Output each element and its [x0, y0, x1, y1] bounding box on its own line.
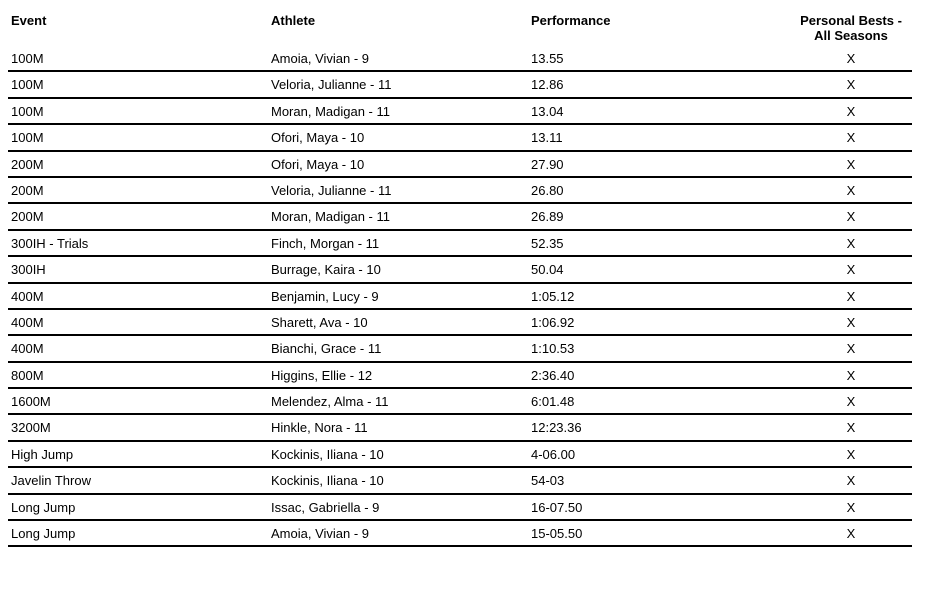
performance-cell: 54-03 [531, 473, 565, 489]
table-row [8, 46, 912, 72]
athlete-cell: Veloria, Julianne - 11 [271, 77, 392, 93]
performance-cell: 13.04 [531, 103, 564, 119]
header-personal-bests-line1: Personal Bests - [800, 13, 902, 28]
table-row [8, 521, 912, 547]
personal-best-mark: X [846, 314, 856, 330]
personal-best-mark: X [846, 182, 856, 198]
event-cell: 100M [11, 130, 44, 146]
athlete-cell: Benjamin, Lucy - 9 [271, 288, 379, 304]
athlete-cell: Bianchi, Grace - 11 [271, 341, 382, 357]
performance-cell: 26.89 [531, 209, 564, 225]
performance-cell: 13.55 [531, 51, 564, 66]
event-cell: 100M [11, 51, 44, 66]
personal-best-mark: X [846, 341, 856, 357]
athlete-cell: Ofori, Maya - 10 [271, 130, 365, 146]
athlete-cell: Higgins, Ellie - 12 [271, 367, 373, 383]
event-cell: 400M [11, 288, 44, 304]
event-cell: High Jump [11, 446, 74, 462]
personal-best-mark: X [846, 446, 856, 462]
performance-cell: 2:36.40 [531, 367, 575, 383]
performance-cell: 13.11 [531, 130, 563, 146]
table-row [8, 389, 912, 415]
personal-best-mark: X [846, 51, 856, 66]
personal-best-mark: X [846, 473, 856, 489]
table-row [8, 72, 912, 98]
personal-best-mark: X [846, 288, 856, 304]
athlete-cell: Melendez, Alma - 11 [271, 394, 389, 410]
athlete-cell: Kockinis, Iliana - 10 [271, 446, 384, 462]
table-row [8, 152, 912, 178]
table-row [8, 442, 912, 468]
athlete-cell: Amoia, Vivian - 9 [271, 51, 370, 66]
event-cell: 400M [11, 314, 44, 330]
header-personal-bests-line2: All Seasons [814, 28, 888, 43]
athlete-cell: Sharett, Ava - 10 [271, 314, 368, 330]
performance-cell: 27.90 [531, 156, 564, 172]
personal-best-mark: X [846, 499, 856, 515]
athlete-cell: Moran, Madigan - 11 [271, 209, 390, 225]
event-cell: 300IH - Trials [11, 235, 89, 251]
performance-cell: 16-07.50 [531, 499, 583, 515]
table-body [8, 46, 912, 547]
results-table [8, 12, 912, 547]
athlete-cell: Issac, Gabriella - 9 [271, 499, 380, 515]
table-header [8, 12, 912, 46]
personal-best-mark: X [846, 526, 856, 542]
athlete-cell: Amoia, Vivian - 9 [271, 526, 370, 542]
table-row [8, 495, 912, 521]
event-cell: 200M [11, 209, 44, 225]
performance-cell: 1:06.92 [531, 314, 575, 330]
table-row [8, 310, 912, 336]
event-cell: Long Jump [11, 499, 76, 515]
table-row [8, 99, 912, 125]
personal-best-mark: X [846, 103, 856, 119]
event-cell: 3200M [11, 420, 51, 436]
table-row [8, 125, 912, 151]
personal-best-mark: X [846, 235, 856, 251]
personal-best-mark: X [846, 130, 856, 146]
header-personal-bests [788, 13, 914, 43]
event-cell: Javelin Throw [11, 473, 91, 489]
performance-cell: 12:23.36 [531, 420, 582, 436]
header-performance: Performance [531, 13, 611, 28]
event-cell: 200M [11, 182, 44, 198]
event-cell: 400M [11, 341, 44, 357]
personal-best-mark: X [846, 77, 856, 93]
table-row [8, 284, 912, 310]
athlete-cell: Burrage, Kaira - 10 [271, 262, 381, 278]
performance-cell: 4-06.00 [531, 446, 576, 462]
personal-best-mark: X [846, 420, 856, 436]
athlete-cell: Moran, Madigan - 11 [271, 103, 390, 119]
event-cell: 1600M [11, 394, 51, 410]
event-cell: 200M [11, 156, 44, 172]
athlete-cell: Finch, Morgan - 11 [271, 235, 380, 251]
table-row [8, 231, 912, 257]
performance-cell: 15-05.50 [531, 526, 583, 542]
event-cell: 300IH [11, 262, 46, 278]
table-row [8, 363, 912, 389]
table-row [8, 204, 912, 230]
personal-best-mark: X [846, 367, 856, 383]
table-row [8, 415, 912, 441]
performance-cell: 1:05.12 [531, 288, 575, 304]
personal-best-mark: X [846, 394, 856, 410]
personal-best-mark: X [846, 156, 856, 172]
personal-best-mark: X [846, 262, 856, 278]
event-cell: 800M [11, 367, 44, 383]
performance-cell: 12.86 [531, 77, 564, 93]
header-event: Event [11, 13, 47, 28]
table-row [8, 178, 912, 204]
event-cell: 100M [11, 103, 44, 119]
athlete-cell: Hinkle, Nora - 11 [271, 420, 368, 436]
performance-cell: 26.80 [531, 182, 564, 198]
athlete-cell: Ofori, Maya - 10 [271, 156, 365, 172]
athlete-cell: Kockinis, Iliana - 10 [271, 473, 384, 489]
performance-cell: 52.35 [531, 235, 564, 251]
performance-cell: 6:01.48 [531, 394, 575, 410]
personal-best-mark: X [846, 209, 856, 225]
performance-cell: 50.04 [531, 262, 564, 278]
event-cell: 100M [11, 77, 44, 93]
event-cell: Long Jump [11, 526, 76, 542]
table-row [8, 257, 912, 283]
header-athlete: Athlete [271, 13, 316, 28]
table-row [8, 336, 912, 362]
performance-cell: 1:10.53 [531, 341, 575, 357]
table-row [8, 468, 912, 494]
athlete-cell: Veloria, Julianne - 11 [271, 182, 392, 198]
